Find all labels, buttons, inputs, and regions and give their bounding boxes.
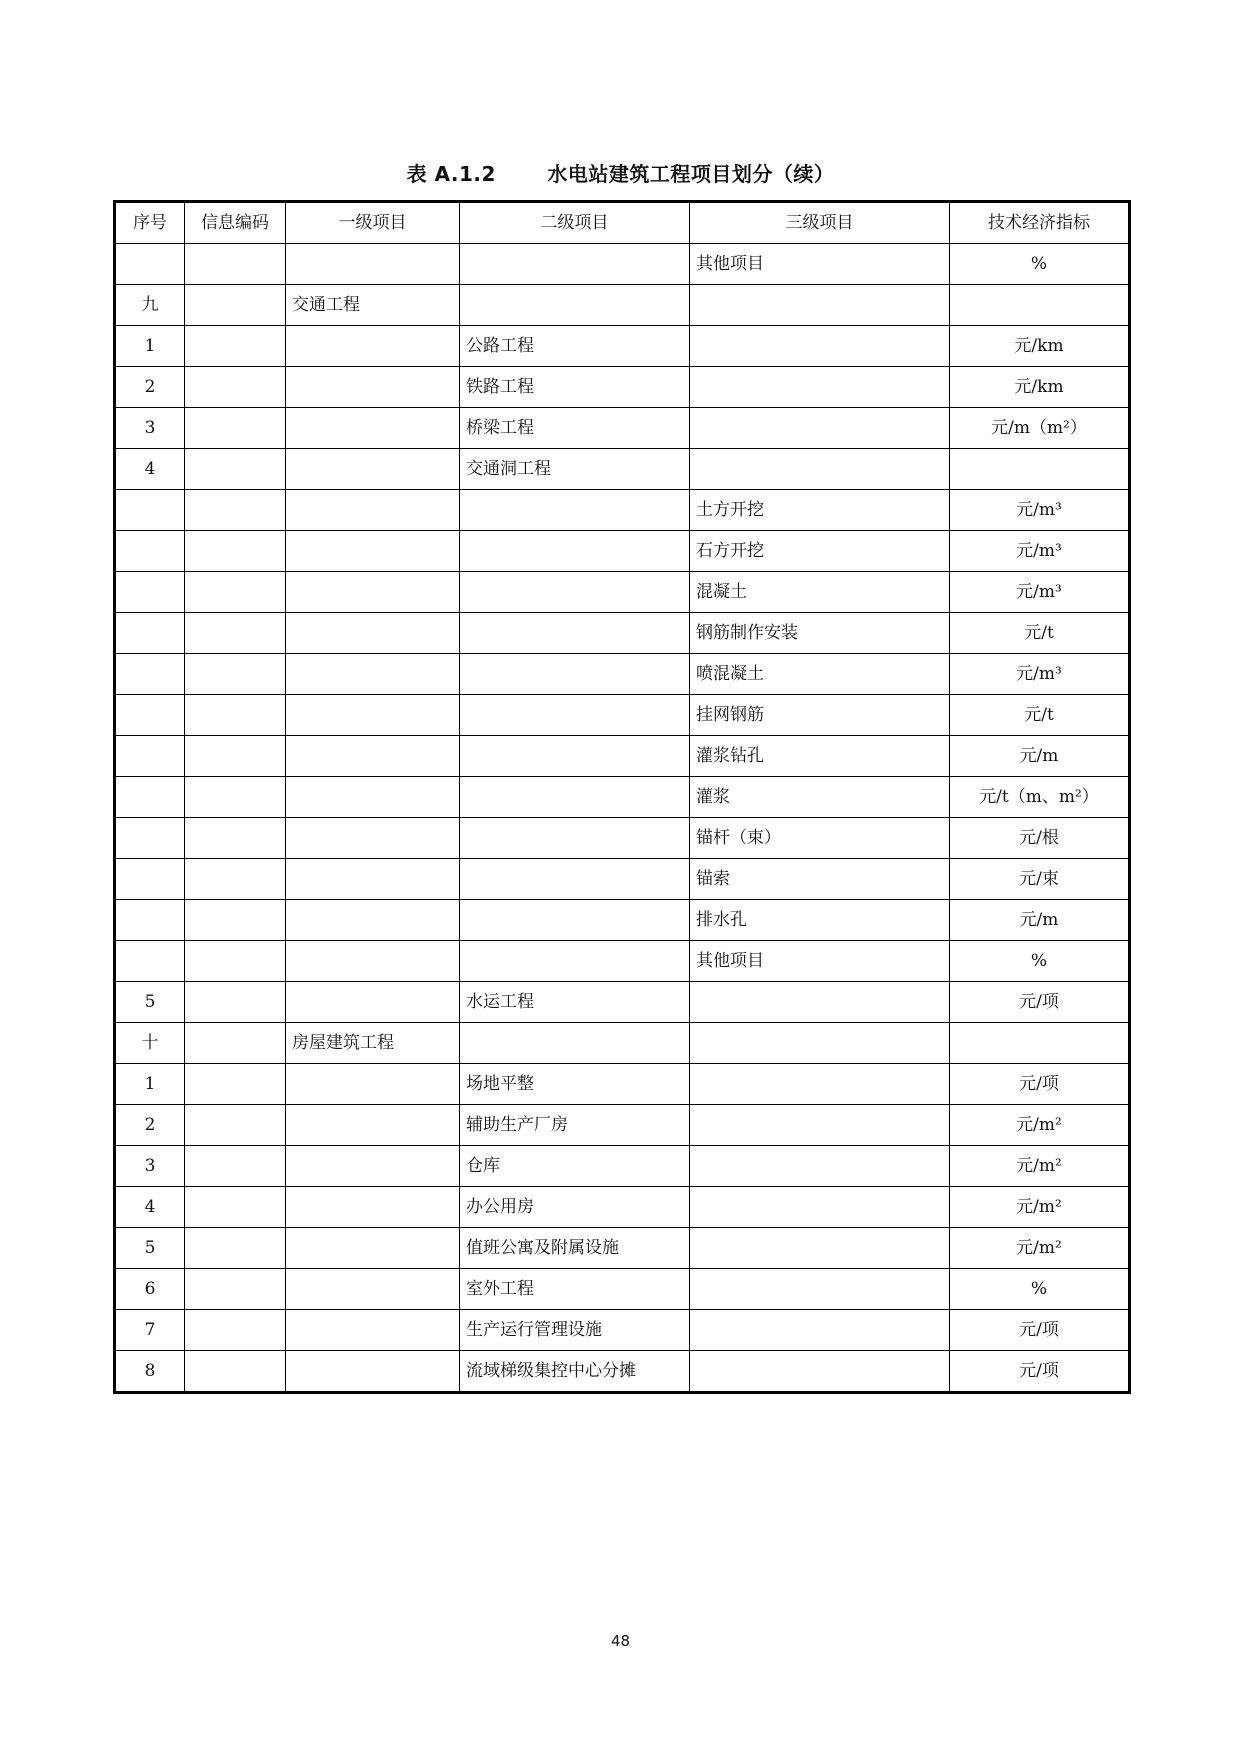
cell-level-3 <box>690 1023 950 1064</box>
cell-info-code <box>185 408 286 449</box>
cell-level-2 <box>460 1023 690 1064</box>
table-row <box>115 531 1130 572</box>
cell-level-3 <box>690 285 950 326</box>
cell-seq <box>115 613 185 654</box>
header-info-code: 信息编码 <box>185 202 286 244</box>
cell-indicator: 元/m² <box>950 1187 1130 1228</box>
table-row <box>115 1064 1130 1105</box>
table-row <box>115 900 1130 941</box>
table-row <box>115 941 1130 982</box>
cell-level-1 <box>286 1310 460 1351</box>
cell-info-code <box>185 777 286 818</box>
cell-level-1 <box>286 490 460 531</box>
cell-seq <box>115 695 185 736</box>
cell-seq: 十 <box>115 1023 185 1064</box>
cell-level-1: 房屋建筑工程 <box>286 1023 460 1064</box>
cell-level-1 <box>286 1269 460 1310</box>
cell-info-code <box>185 531 286 572</box>
cell-level-3: 挂网钢筋 <box>690 695 950 736</box>
cell-level-2 <box>460 285 690 326</box>
table-row <box>115 244 1130 285</box>
cell-level-1 <box>286 941 460 982</box>
header-seq: 序号 <box>115 202 185 244</box>
cell-info-code <box>185 859 286 900</box>
cell-seq: 九 <box>115 285 185 326</box>
table-row <box>115 326 1130 367</box>
cell-indicator: 元/项 <box>950 1351 1130 1393</box>
cell-level-3: 锚索 <box>690 859 950 900</box>
cell-info-code <box>185 982 286 1023</box>
cell-level-2 <box>460 244 690 285</box>
cell-level-3 <box>690 326 950 367</box>
cell-level-3: 石方开挖 <box>690 531 950 572</box>
cell-indicator: 元/t <box>950 613 1130 654</box>
cell-level-3: 混凝土 <box>690 572 950 613</box>
cell-level-3 <box>690 1228 950 1269</box>
cell-level-2 <box>460 818 690 859</box>
cell-seq: 2 <box>115 367 185 408</box>
cell-level-2 <box>460 777 690 818</box>
cell-info-code <box>185 326 286 367</box>
cell-info-code <box>185 736 286 777</box>
cell-level-2: 办公用房 <box>460 1187 690 1228</box>
cell-level-3 <box>690 1105 950 1146</box>
cell-seq <box>115 490 185 531</box>
cell-level-1 <box>286 1351 460 1393</box>
cell-seq: 3 <box>115 1146 185 1187</box>
cell-level-1 <box>286 900 460 941</box>
cell-level-3: 其他项目 <box>690 941 950 982</box>
cell-level-1 <box>286 859 460 900</box>
cell-seq: 7 <box>115 1310 185 1351</box>
cell-level-2: 流域梯级集控中心分摊 <box>460 1351 690 1393</box>
table-title: 水电站建筑工程项目划分（续） <box>547 162 835 186</box>
cell-seq: 5 <box>115 1228 185 1269</box>
cell-level-3: 锚杆（束） <box>690 818 950 859</box>
cell-level-1 <box>286 244 460 285</box>
cell-seq: 4 <box>115 449 185 490</box>
cell-info-code <box>185 1351 286 1393</box>
cell-seq <box>115 531 185 572</box>
cell-level-1 <box>286 982 460 1023</box>
cell-info-code <box>185 654 286 695</box>
cell-level-2 <box>460 900 690 941</box>
cell-indicator: 元/m² <box>950 1146 1130 1187</box>
cell-level-2 <box>460 736 690 777</box>
cell-seq: 4 <box>115 1187 185 1228</box>
cell-info-code <box>185 1187 286 1228</box>
cell-indicator: 元/项 <box>950 982 1130 1023</box>
cell-indicator: % <box>950 244 1130 285</box>
cell-level-1 <box>286 654 460 695</box>
cell-indicator: 元/t（m、m²） <box>950 777 1130 818</box>
cell-indicator <box>950 1023 1130 1064</box>
cell-indicator <box>950 285 1130 326</box>
cell-level-3: 钢筋制作安装 <box>690 613 950 654</box>
cell-seq: 2 <box>115 1105 185 1146</box>
cell-indicator: 元/m <box>950 900 1130 941</box>
cell-seq <box>115 818 185 859</box>
cell-level-3 <box>690 1146 950 1187</box>
table-row <box>115 654 1130 695</box>
cell-seq <box>115 777 185 818</box>
cell-indicator: 元/项 <box>950 1064 1130 1105</box>
header-level-1: 一级项目 <box>286 202 460 244</box>
cell-level-2: 生产运行管理设施 <box>460 1310 690 1351</box>
table-row <box>115 1228 1130 1269</box>
cell-level-2 <box>460 490 690 531</box>
cell-info-code <box>185 695 286 736</box>
table-row <box>115 982 1130 1023</box>
table-row <box>115 818 1130 859</box>
cell-level-1 <box>286 449 460 490</box>
cell-seq: 5 <box>115 982 185 1023</box>
cell-level-3 <box>690 1064 950 1105</box>
cell-level-3 <box>690 1310 950 1351</box>
cell-info-code <box>185 613 286 654</box>
cell-level-1 <box>286 531 460 572</box>
cell-level-2: 交通洞工程 <box>460 449 690 490</box>
cell-level-3: 土方开挖 <box>690 490 950 531</box>
table-row <box>115 736 1130 777</box>
table-row <box>115 1023 1130 1064</box>
table-row <box>115 1105 1130 1146</box>
cell-indicator: 元/t <box>950 695 1130 736</box>
cell-info-code <box>185 1146 286 1187</box>
cell-level-1 <box>286 777 460 818</box>
cell-indicator: 元/m² <box>950 1105 1130 1146</box>
cell-level-2: 桥梁工程 <box>460 408 690 449</box>
cell-level-3 <box>690 1351 950 1393</box>
cell-level-3 <box>690 1187 950 1228</box>
cell-level-1 <box>286 1146 460 1187</box>
cell-level-2: 辅助生产厂房 <box>460 1105 690 1146</box>
cell-level-3: 灌浆 <box>690 777 950 818</box>
cell-level-1 <box>286 326 460 367</box>
table-header-row <box>115 202 1130 244</box>
cell-level-1 <box>286 695 460 736</box>
cell-info-code <box>185 1269 286 1310</box>
cell-info-code <box>185 285 286 326</box>
table-number: 表 A.1.2 <box>406 162 496 186</box>
cell-level-1 <box>286 1105 460 1146</box>
cell-indicator: % <box>950 941 1130 982</box>
cell-level-3 <box>690 408 950 449</box>
header-level-2: 二级项目 <box>460 202 690 244</box>
table-row <box>115 1269 1130 1310</box>
cell-level-1 <box>286 408 460 449</box>
cell-level-3 <box>690 449 950 490</box>
cell-level-2: 场地平整 <box>460 1064 690 1105</box>
cell-info-code <box>185 449 286 490</box>
header-level-3: 三级项目 <box>690 202 950 244</box>
cell-level-2 <box>460 654 690 695</box>
cell-level-3: 排水孔 <box>690 900 950 941</box>
cell-seq <box>115 900 185 941</box>
table-row <box>115 1310 1130 1351</box>
cell-level-1 <box>286 572 460 613</box>
cell-level-3 <box>690 1269 950 1310</box>
cell-seq: 1 <box>115 1064 185 1105</box>
cell-level-3 <box>690 367 950 408</box>
table-body <box>115 244 1130 1393</box>
cell-level-2 <box>460 941 690 982</box>
cell-indicator: 元/m³ <box>950 572 1130 613</box>
cell-level-2: 室外工程 <box>460 1269 690 1310</box>
cell-level-2 <box>460 572 690 613</box>
cell-level-1: 交通工程 <box>286 285 460 326</box>
cell-seq <box>115 736 185 777</box>
cell-level-2 <box>460 613 690 654</box>
cell-seq <box>115 941 185 982</box>
table-row <box>115 1351 1130 1393</box>
cell-info-code <box>185 1310 286 1351</box>
cell-indicator: 元/m（m²） <box>950 408 1130 449</box>
cell-level-2: 公路工程 <box>460 326 690 367</box>
cell-level-2 <box>460 531 690 572</box>
table-row <box>115 367 1130 408</box>
table-row <box>115 449 1130 490</box>
table-row <box>115 408 1130 449</box>
cell-level-2: 铁路工程 <box>460 367 690 408</box>
cell-indicator <box>950 449 1130 490</box>
cell-info-code <box>185 244 286 285</box>
cell-info-code <box>185 1228 286 1269</box>
cell-indicator: 元/根 <box>950 818 1130 859</box>
table-row <box>115 572 1130 613</box>
table-row <box>115 613 1130 654</box>
cell-seq <box>115 859 185 900</box>
cell-info-code <box>185 1064 286 1105</box>
table-row <box>115 490 1130 531</box>
cell-info-code <box>185 490 286 531</box>
page-number: 48 <box>610 1632 631 1650</box>
table-row <box>115 1146 1130 1187</box>
table-row <box>115 695 1130 736</box>
cell-level-3 <box>690 982 950 1023</box>
cell-seq: 6 <box>115 1269 185 1310</box>
cell-indicator: 元/m³ <box>950 654 1130 695</box>
cell-indicator: 元/m <box>950 736 1130 777</box>
table-row <box>115 285 1130 326</box>
cell-level-1 <box>286 1064 460 1105</box>
table-row <box>115 1187 1130 1228</box>
cell-info-code <box>185 1105 286 1146</box>
cell-level-3: 灌浆钻孔 <box>690 736 950 777</box>
cell-level-1 <box>286 367 460 408</box>
project-division-table <box>113 200 1131 1394</box>
cell-level-2 <box>460 695 690 736</box>
cell-indicator: % <box>950 1269 1130 1310</box>
cell-level-1 <box>286 613 460 654</box>
cell-indicator: 元/项 <box>950 1310 1130 1351</box>
cell-level-3: 喷混凝土 <box>690 654 950 695</box>
cell-level-1 <box>286 1187 460 1228</box>
cell-indicator: 元/km <box>950 326 1130 367</box>
cell-seq: 3 <box>115 408 185 449</box>
table-row <box>115 859 1130 900</box>
cell-level-2: 仓库 <box>460 1146 690 1187</box>
cell-indicator: 元/m³ <box>950 531 1130 572</box>
cell-seq: 8 <box>115 1351 185 1393</box>
table-caption <box>0 158 1241 187</box>
header-indicator: 技术经济指标 <box>950 202 1130 244</box>
cell-seq <box>115 654 185 695</box>
cell-indicator: 元/束 <box>950 859 1130 900</box>
cell-level-1 <box>286 818 460 859</box>
cell-info-code <box>185 941 286 982</box>
cell-indicator: 元/m³ <box>950 490 1130 531</box>
cell-seq: 1 <box>115 326 185 367</box>
cell-info-code <box>185 900 286 941</box>
cell-level-2: 值班公寓及附属设施 <box>460 1228 690 1269</box>
cell-level-1 <box>286 1228 460 1269</box>
cell-info-code <box>185 818 286 859</box>
cell-level-2: 水运工程 <box>460 982 690 1023</box>
cell-seq <box>115 572 185 613</box>
cell-seq <box>115 244 185 285</box>
cell-indicator: 元/m² <box>950 1228 1130 1269</box>
cell-indicator: 元/km <box>950 367 1130 408</box>
cell-level-2 <box>460 859 690 900</box>
cell-info-code <box>185 572 286 613</box>
cell-level-3: 其他项目 <box>690 244 950 285</box>
cell-level-1 <box>286 736 460 777</box>
cell-info-code <box>185 367 286 408</box>
cell-info-code <box>185 1023 286 1064</box>
table-row <box>115 777 1130 818</box>
